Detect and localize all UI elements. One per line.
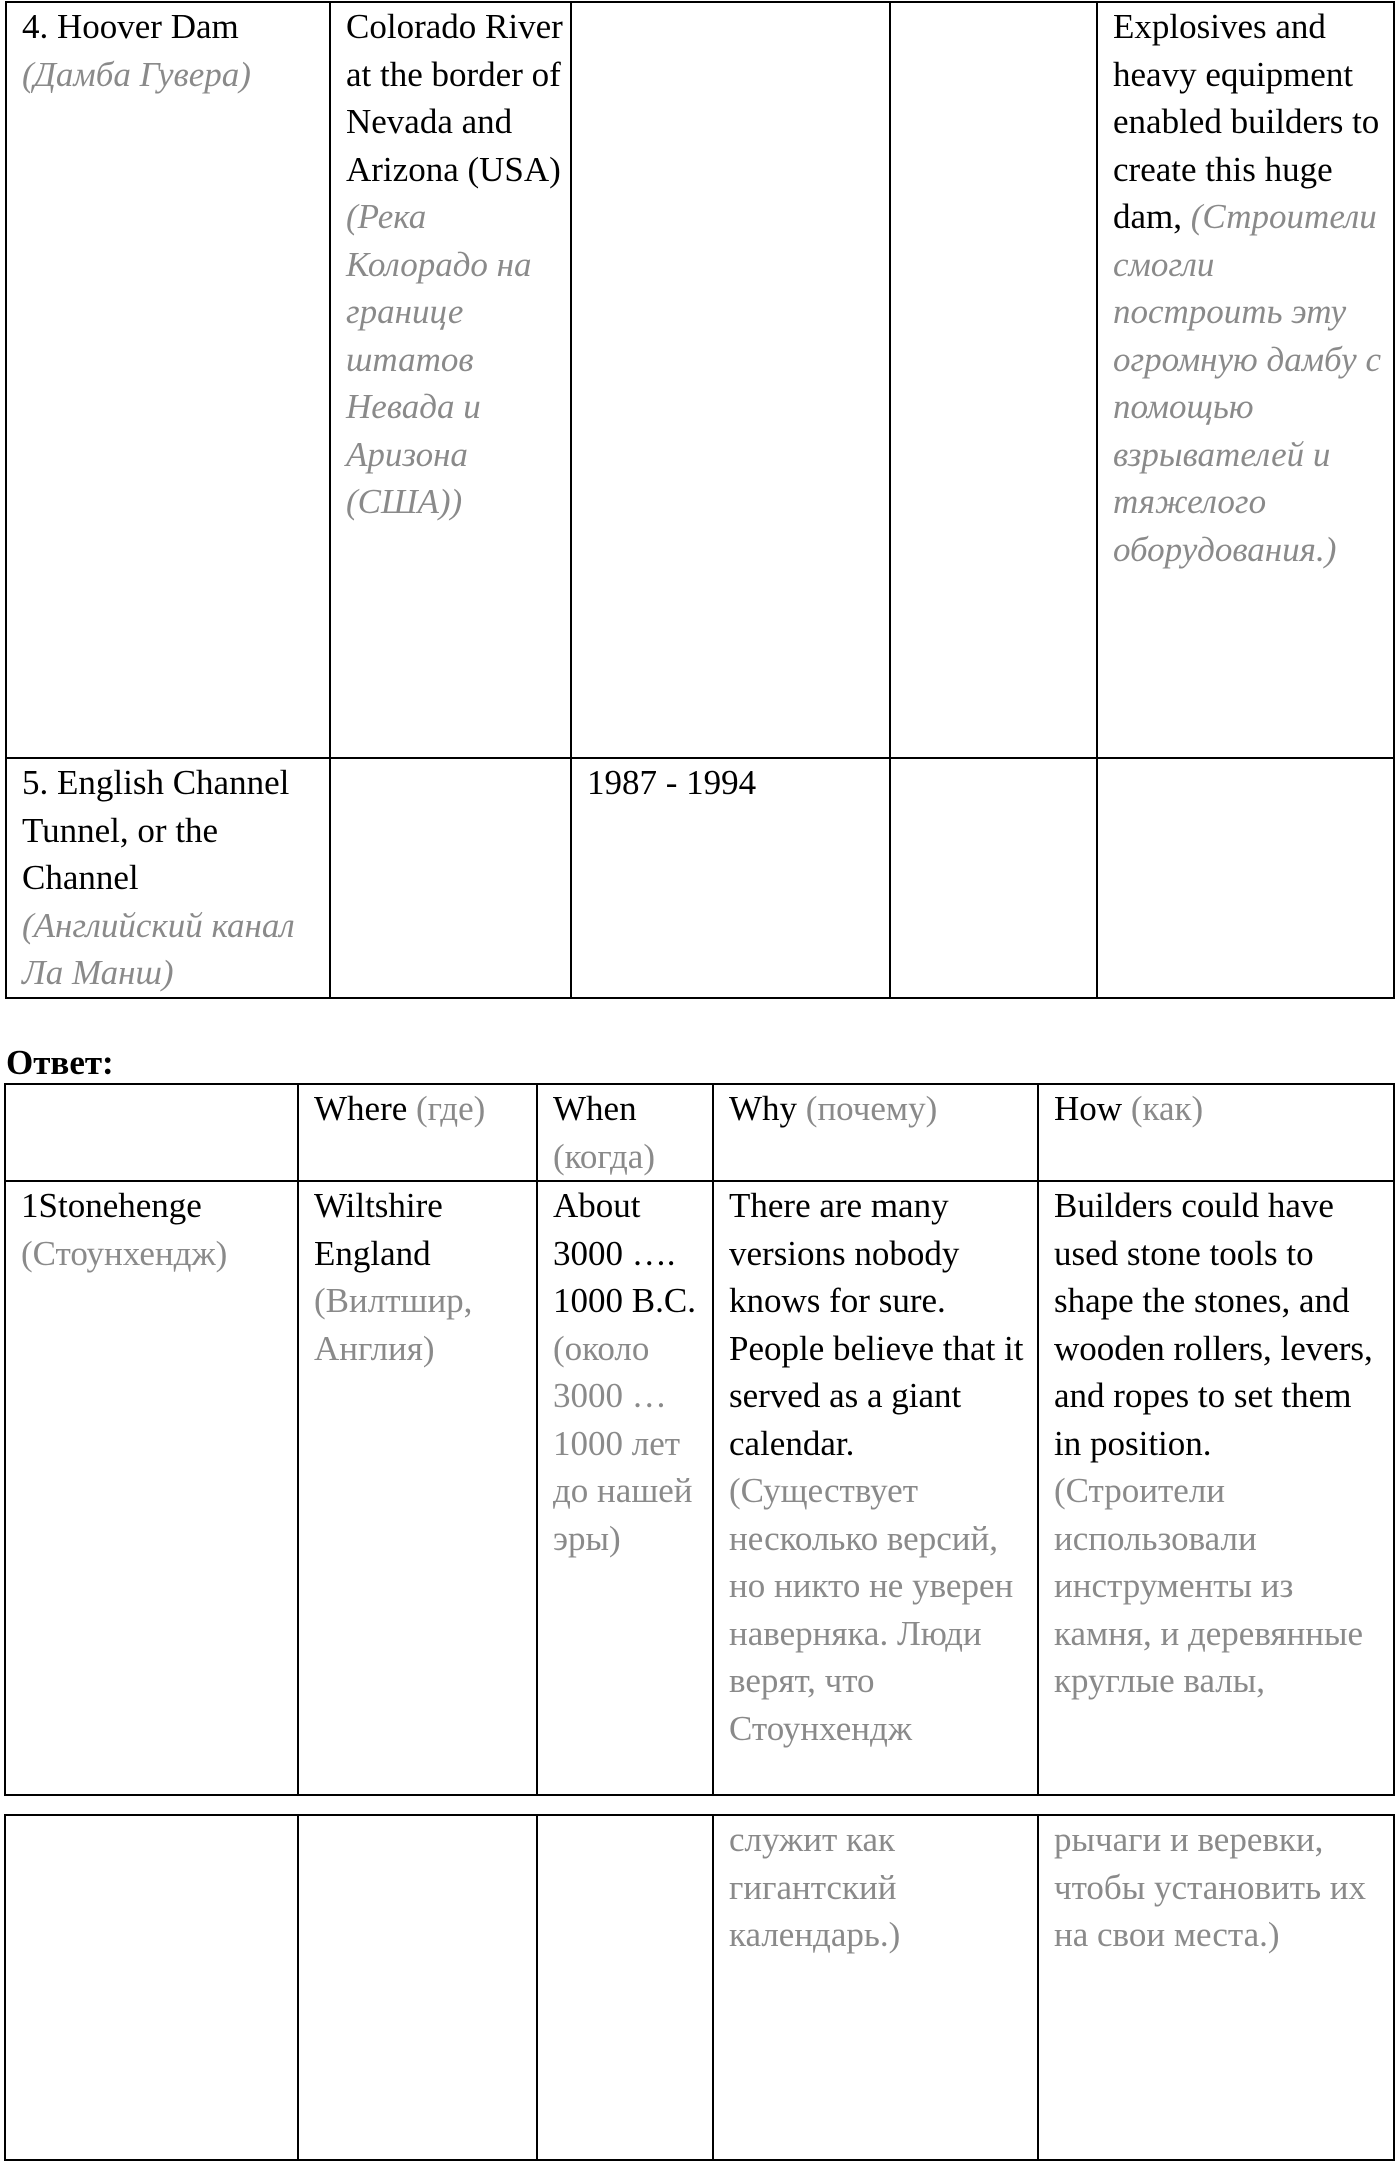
where-ru: (Вилтшир, Англия) [314, 1281, 473, 1368]
header-why-en: Why [729, 1089, 798, 1128]
cell-why [890, 2, 1097, 758]
header-cell-empty [5, 1084, 298, 1181]
header-cell-when [537, 1084, 713, 1181]
answer-table-continuation [4, 1814, 1395, 2161]
name-ru: (Дамба Гувера) [22, 54, 251, 94]
when-en: 1987 - 1994 [587, 763, 757, 802]
wonders-table-top [5, 1, 1395, 999]
header-cell-where [298, 1084, 537, 1181]
cell-where [298, 1815, 537, 2160]
header-cell-how [1038, 1084, 1394, 1181]
when-ru: (около 3000 …1000 лет до нашей эры) [553, 1328, 693, 1558]
header-cell-why [713, 1084, 1038, 1181]
cell-why [713, 1181, 1038, 1795]
header-how-ru: (как) [1130, 1089, 1204, 1128]
header-when-ru: (когда) [553, 1136, 655, 1176]
why-en: There are many versions nobody knows for sure. People believe that it served as a giant calendar. [729, 1186, 1024, 1463]
how-ru: (Строители использовали инструменты из камня, и деревянные круглые валы, [1054, 1471, 1364, 1700]
how-en: Builders could have used stone tools to shape the stones, and wooden rollers, levers, and ropes to set them in position. [1054, 1186, 1373, 1463]
cell-when [571, 2, 890, 758]
when-en: About 3000 …. 1000 B.C. [553, 1186, 696, 1320]
header-where-ru: (где) [416, 1089, 486, 1128]
answer-table [4, 1083, 1395, 1796]
cell-how [1097, 758, 1394, 998]
name-en: 5. English Channel Tunnel, or the Channel [22, 763, 290, 897]
cell-where [330, 2, 571, 758]
cell-how [1097, 2, 1394, 758]
header-when-en: When [553, 1089, 637, 1128]
cell-how [1038, 1815, 1394, 2160]
how-ru: (Строители смогли построить эту огромную дамбу с помощью взрывателей и тяжелого оборудования.) [1113, 197, 1381, 569]
table-row-hoover-dam [6, 2, 1394, 758]
cell-when [571, 758, 890, 998]
cell-how [1038, 1181, 1394, 1795]
cell-why [713, 1815, 1038, 2160]
header-how-en: How [1054, 1089, 1123, 1128]
name-ru: (Стоунхендж) [21, 1233, 228, 1273]
cell-where [298, 1181, 537, 1795]
why-ru: (Существует несколько версий, но никто не уверен наверняка. Люди верят, что Стоунхендж [729, 1471, 1014, 1748]
cell-when [537, 1815, 713, 2160]
table-header-row [5, 1084, 1394, 1181]
cell-why [890, 758, 1097, 998]
cell-when [537, 1181, 713, 1795]
name-en: 4. Hoover Dam [22, 7, 239, 46]
where-en: Colorado River at the border of Nevada and Arizona (USA) [346, 7, 563, 189]
header-why-ru: (почему) [805, 1089, 938, 1128]
table-row-channel-tunnel [6, 758, 1394, 998]
where-ru: (Река Колорадо на границе штатов Невада и Аризона (США)) [346, 197, 532, 521]
how-ru-continued: рычаги и веревки, чтобы установить их на свои места.) [1054, 1820, 1367, 1954]
where-en: Wiltshire England [314, 1186, 443, 1273]
header-where-en: Where [314, 1089, 408, 1128]
name-ru: (Английский канал Ла Манш) [22, 905, 295, 992]
table-row-stonehenge [5, 1181, 1394, 1795]
answer-heading: Ответ: [6, 1043, 114, 1082]
table-row-continuation [5, 1815, 1394, 2160]
how-en: Explosives and heavy equipment enabled builders to create this huge dam, [1113, 7, 1380, 236]
cell-name [6, 758, 330, 998]
cell-where [330, 758, 571, 998]
cell-name [6, 2, 330, 758]
cell-name [5, 1181, 298, 1795]
name-en: 1Stonehenge [21, 1186, 202, 1225]
why-ru-continued: служит как гигантский календарь.) [729, 1820, 901, 1954]
cell-name [5, 1815, 298, 2160]
